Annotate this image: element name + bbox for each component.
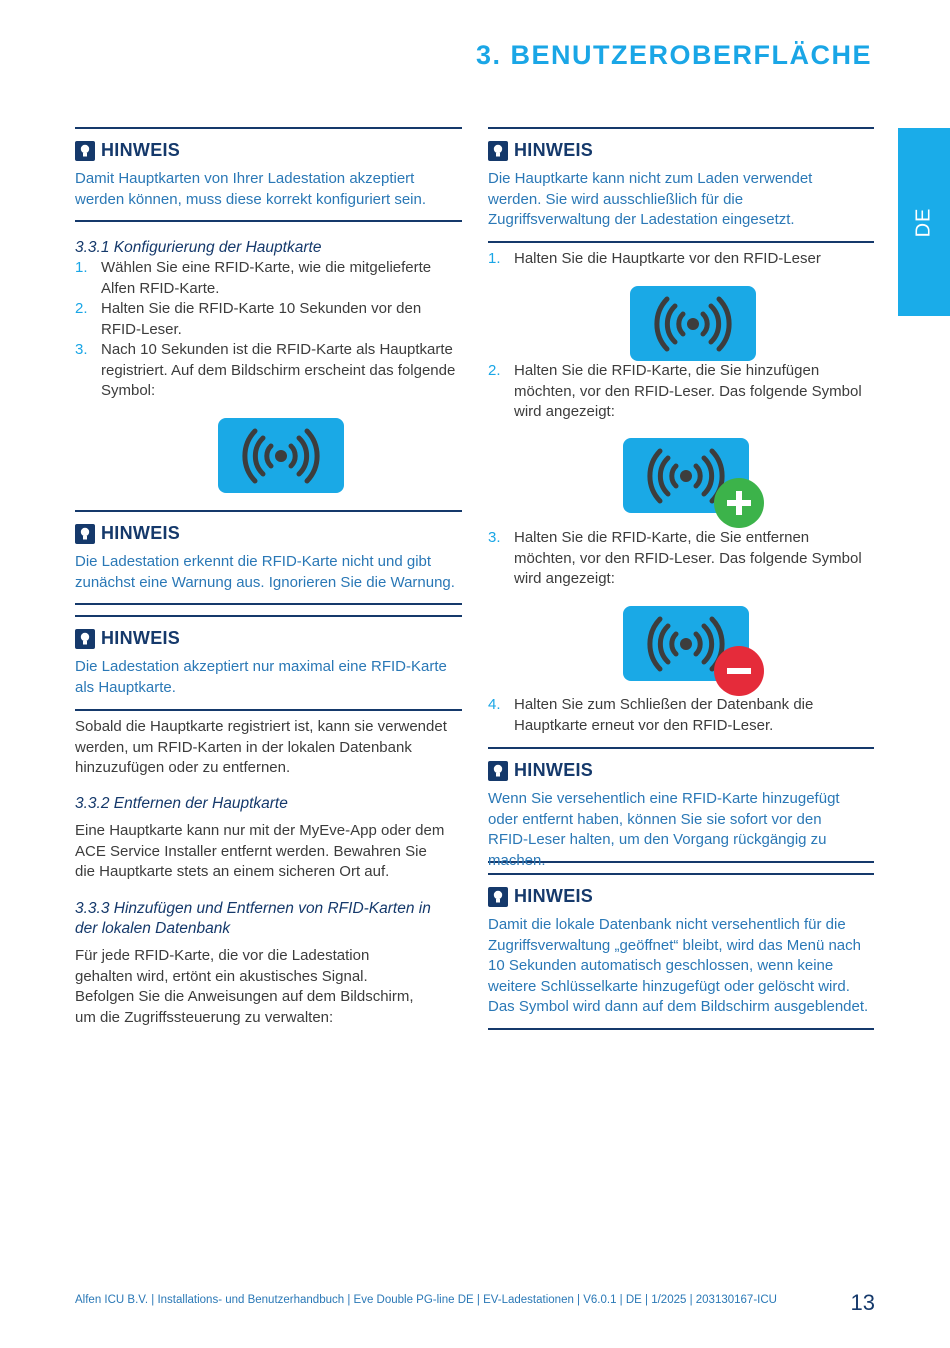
body-paragraph: Eine Hauptkarte kann nur mit der MyEve-App oder dem ACE Service Installer entfernt werden. Bewahren Sie die Hauptkarte stets an einem sicheren Ort auf.	[75, 822, 445, 880]
list-item	[488, 695, 874, 736]
body-paragraph: Für jede RFID-Karte, die vor die Ladestation gehalten wird, ertönt ein akustisches Signal. Befolgen Sie die Anweisungen auf dem Bildschirm, um die Zugriffssteuerung zu verwalten:	[75, 947, 414, 1026]
rfid-symbol	[218, 418, 344, 493]
footer-text: Alfen ICU B.V. | Installations- und Benutzerhandbuch | Eve Double PG-line DE | EV-Ladestationen | V6.0.1 | DE | 1/2025 | 203130167-ICU	[75, 1294, 777, 1306]
rfid-symbol	[630, 286, 756, 361]
step-number: 3.	[488, 529, 501, 546]
lightbulb-icon	[488, 141, 508, 161]
list-item	[488, 528, 874, 590]
step-number: 1.	[75, 259, 88, 276]
lightbulb-icon	[75, 141, 95, 161]
step-text: Wählen Sie eine RFID-Karte, wie die mitgelieferte Alfen RFID-Karte.	[101, 259, 432, 297]
list-item	[488, 361, 874, 423]
rfid-add-symbol	[623, 438, 765, 528]
step-number: 2.	[488, 362, 501, 379]
page-number: 13	[850, 1290, 875, 1315]
note-text: Die Ladestation akzeptiert nur maximal eine RFID-Karte als Hauptkarte.	[75, 658, 447, 696]
note-title: HINWEIS	[514, 760, 594, 780]
step-number: 3.	[75, 341, 88, 358]
section-heading: 3.3.1 Konfigurierung der Hauptkarte	[75, 239, 322, 256]
note-text: Die Hauptkarte kann nicht zum Laden verwendet werden. Sie wird ausschließlich für die Zugriffsverwaltung der Ladestation eingesetzt.	[488, 170, 813, 228]
step-text: Halten Sie zum Schließen der Datenbank die Hauptkarte erneut vor den RFID-Leser.	[514, 696, 814, 734]
section-heading: 3.3.3 Hinzufügen und Entfernen von RFID-Karten in der lokalen Datenbank	[75, 900, 431, 937]
page-title: 3. BENUTZEROBERFLÄCHE	[475, 40, 872, 70]
step-text: Halten Sie die RFID-Karte, die Sie entfernen möchten, vor den RFID-Leser. Das folgende Symbol wird angezeigt:	[514, 529, 862, 587]
lightbulb-icon	[488, 887, 508, 907]
step-text: Nach 10 Sekunden ist die RFID-Karte als Hauptkarte registriert. Auf dem Bildschirm erscheint das folgende Symbol:	[101, 341, 456, 399]
step-text: Halten Sie die RFID-Karte, die Sie hinzufügen möchten, vor den RFID-Leser. Das folgende Symbol wird angezeigt:	[514, 362, 862, 420]
rfid-signal-icon	[218, 418, 344, 493]
step-number: 1.	[488, 250, 501, 267]
note-title: HINWEIS	[101, 523, 181, 543]
note-box	[75, 127, 462, 222]
rfid-signal-icon	[630, 286, 756, 361]
note-box	[75, 615, 462, 711]
note-title: HINWEIS	[101, 628, 181, 648]
minus-icon	[714, 646, 764, 696]
note-text: Damit Hauptkarten von Ihrer Ladestation akzeptiert werden können, muss diese korrekt konfiguriert sein.	[75, 170, 427, 208]
note-box	[488, 127, 874, 243]
note-title: HINWEIS	[514, 140, 594, 160]
language-label: DE	[912, 207, 935, 237]
list-item	[75, 299, 462, 340]
step-number: 2.	[75, 300, 88, 317]
note-text: Die Ladestation erkennt die RFID-Karte nicht und gibt zunächst eine Warnung aus. Ignorieren Sie die Warnung.	[75, 553, 455, 591]
note-box	[488, 873, 874, 1030]
note-title: HINWEIS	[514, 886, 594, 906]
list-item	[75, 340, 462, 402]
note-box	[75, 510, 462, 605]
section-heading: 3.3.2 Entfernen der Hauptkarte	[75, 795, 288, 812]
lightbulb-icon	[75, 524, 95, 544]
step-text: Halten Sie die RFID-Karte 10 Sekunden vor den RFID-Leser.	[101, 300, 422, 338]
note-text: Damit die lokale Datenbank nicht versehentlich für die Zugriffsverwaltung „geöffnet“ bleibt, wird das Menü nach 10 Sekunden automatisch geschlossen, wenn keine weitere Schlüsselkarte hinzugefügt oder gelöscht wird. Das Symbol wird dann auf dem Bildschirm ausgeblendet.	[488, 916, 869, 1015]
body-paragraph: Sobald die Hauptkarte registriert ist, kann sie verwendet werden, um RFID-Karten in der lokalen Datenbank hinzuzufügen oder zu entfernen.	[75, 718, 447, 776]
note-box	[488, 747, 874, 869]
language-tab	[898, 128, 950, 316]
plus-icon	[714, 478, 764, 528]
lightbulb-icon	[75, 629, 95, 649]
step-list	[75, 258, 462, 402]
list-item	[488, 249, 874, 270]
note-title: HINWEIS	[101, 140, 181, 160]
step-number: 4.	[488, 696, 501, 713]
note-text: Wenn Sie versehentlich eine RFID-Karte hinzugefügt oder entfernt haben, können Sie sie sofort vor den RFID-Leser halten, um den Vorgang rückgängig zu machen.	[488, 790, 840, 869]
lightbulb-icon	[488, 761, 508, 781]
step-text: Halten Sie die Hauptkarte vor den RFID-Leser	[514, 250, 821, 267]
list-item	[75, 258, 462, 299]
rfid-remove-symbol	[623, 606, 765, 696]
